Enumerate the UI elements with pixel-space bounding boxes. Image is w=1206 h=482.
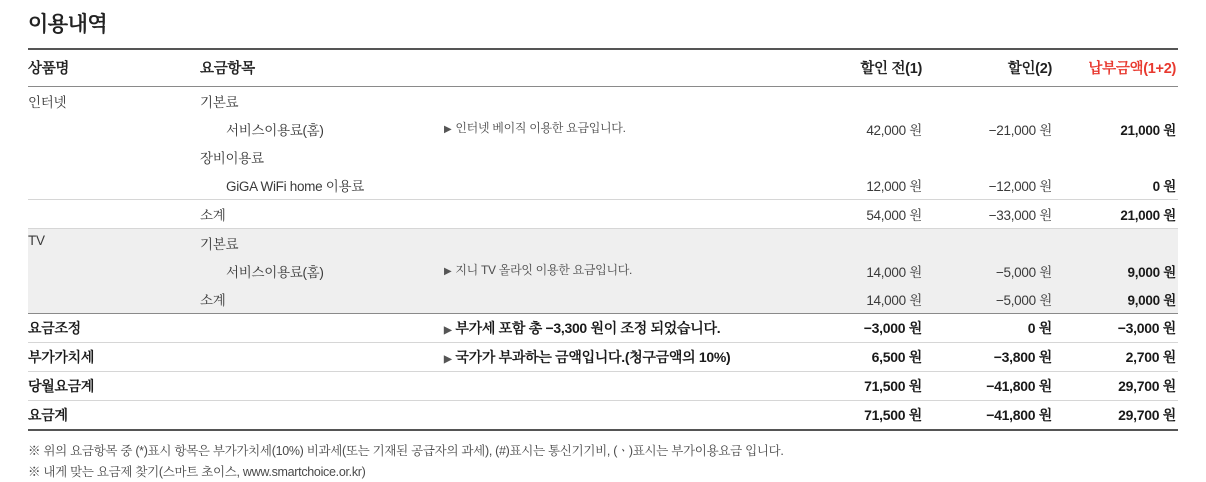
cell-payment: 0 원 — [1152, 179, 1176, 194]
cell-product: 인터넷 — [28, 95, 67, 110]
cell-payment — [1056, 87, 1178, 116]
cell-description — [442, 200, 794, 229]
cell-product — [28, 115, 200, 143]
description-text: 지니 TV 올라잇 이용한 요금입니다. — [455, 263, 633, 277]
table-row-subtotal — [28, 285, 1178, 314]
cell-discount: 0 원 — [926, 314, 1056, 343]
triangle-icon: ▶ — [444, 325, 452, 336]
cell-before — [794, 143, 926, 171]
table-body — [28, 87, 1178, 431]
table-row — [28, 257, 1178, 285]
cell-payment: 21,000 원 — [1120, 123, 1176, 138]
cell-item: 장비이용료 — [200, 151, 264, 166]
cell-discount — [926, 229, 1056, 258]
description-text: 부가세 포함 총 −3,300 원이 조정 되었습니다. — [455, 320, 721, 336]
usage-table — [28, 48, 1178, 431]
cell-item: 기본료 — [200, 229, 442, 258]
cell-payment: 9,000 원 — [1056, 257, 1178, 285]
cell-description — [442, 171, 794, 200]
cell-discount: −41,800 원 — [926, 401, 1056, 431]
col-product: 상품명 — [28, 49, 200, 87]
cell-discount: −5,000 원 — [926, 257, 1056, 285]
description-text: 인터넷 베이직 이용한 요금입니다. — [455, 121, 626, 135]
cell-description — [442, 143, 794, 171]
table-row-adjustment — [28, 314, 1178, 343]
col-before-discount: 할인 전(1) — [794, 49, 926, 87]
cell-before: 14,000 원 — [794, 257, 926, 285]
cell-discount: −21,000 원 — [988, 123, 1052, 138]
cell-description — [442, 87, 794, 116]
col-description — [442, 49, 794, 87]
cell-payment: −3,000 원 — [1056, 314, 1178, 343]
footnotes — [28, 441, 1178, 482]
cell-discount: −3,800 원 — [926, 343, 1056, 372]
cell-description — [442, 343, 794, 372]
cell-discount — [926, 87, 1056, 116]
cell-label: 당월요금계 — [28, 372, 442, 401]
cell-product — [28, 200, 200, 229]
cell-before — [794, 229, 926, 258]
cell-discount: −12,000 원 — [988, 179, 1052, 194]
cell-before: −3,000 원 — [794, 314, 926, 343]
cell-payment: 9,000 원 — [1056, 285, 1178, 314]
footnote-smartchoice: ※ 내게 맞는 요금제 찾기(스마트 초이스, www.smartchoice.or.kr) — [28, 464, 366, 479]
cell-before — [794, 87, 926, 116]
cell-description — [442, 285, 794, 314]
cell-description — [442, 314, 794, 343]
table-row-grand-total — [28, 401, 1178, 431]
table-row-month-total — [28, 372, 1178, 401]
cell-before: 12,000 원 — [866, 179, 922, 194]
cell-before: 71,500 원 — [794, 372, 926, 401]
cell-description — [442, 372, 794, 401]
triangle-icon: ▶ — [444, 354, 452, 365]
cell-payment: 29,700 원 — [1056, 401, 1178, 431]
cell-before: 14,000 원 — [794, 285, 926, 314]
table-row-vat — [28, 343, 1178, 372]
cell-description — [442, 229, 794, 258]
cell-item: 서비스이용료(홈) — [226, 123, 324, 138]
table-row-subtotal — [28, 200, 1178, 229]
triangle-icon: ▶ — [444, 124, 452, 135]
cell-discount: −33,000 원 — [926, 200, 1056, 229]
cell-payment: 29,700 원 — [1056, 372, 1178, 401]
cell-payment: 21,000 원 — [1056, 200, 1178, 229]
table-header — [28, 49, 1178, 87]
page-title: 이용내역 — [28, 13, 108, 36]
cell-payment — [1056, 229, 1178, 258]
triangle-icon: ▶ — [444, 266, 452, 277]
cell-product — [28, 285, 200, 314]
cell-discount: −41,800 원 — [926, 372, 1056, 401]
description-text: 국가가 부과하는 금액입니다.(청구금액의 10%) — [455, 349, 731, 365]
table-row — [28, 229, 1178, 258]
cell-product — [28, 257, 200, 285]
cell-item: GiGA WiFi home 이용료 — [226, 179, 364, 194]
table-row — [28, 87, 1178, 116]
cell-description — [442, 401, 794, 431]
cell-label: 부가가치세 — [28, 343, 442, 372]
table-header-row — [28, 49, 1178, 87]
cell-before: 54,000 원 — [794, 200, 926, 229]
cell-item: 기본료 — [200, 95, 239, 110]
cell-payment: 2,700 원 — [1056, 343, 1178, 372]
cell-item: 소계 — [200, 285, 442, 314]
cell-discount: −5,000 원 — [926, 285, 1056, 314]
cell-discount — [926, 143, 1056, 171]
col-payment: 납부금액(1+2) — [1056, 49, 1178, 87]
cell-description — [442, 257, 794, 285]
cell-product — [28, 171, 200, 200]
table-row — [28, 143, 1178, 171]
cell-item: 서비스이용료(홈) — [200, 257, 442, 285]
col-discount: 할인(2) — [926, 49, 1056, 87]
cell-before: 42,000 원 — [866, 123, 922, 138]
cell-before: 71,500 원 — [794, 401, 926, 431]
cell-payment — [1056, 143, 1178, 171]
cell-description — [442, 115, 794, 143]
footnote-tax: ※ 위의 요금항목 중 (*)표시 항목은 부가가치세(10%) 비과세(또는 기재된 공급자의 과세), (#)표시는 통신기기비, (ㆍ)표시는 부가이용요금 입니다. — [28, 444, 784, 458]
cell-item: 소계 — [200, 200, 442, 229]
col-item: 요금항목 — [200, 49, 442, 87]
cell-product — [28, 143, 200, 171]
cell-label: 요금계 — [28, 401, 442, 431]
table-row — [28, 115, 1178, 143]
table-row — [28, 171, 1178, 200]
cell-before: 6,500 원 — [794, 343, 926, 372]
cell-product: TV — [28, 229, 200, 258]
cell-label: 요금조정 — [28, 314, 442, 343]
